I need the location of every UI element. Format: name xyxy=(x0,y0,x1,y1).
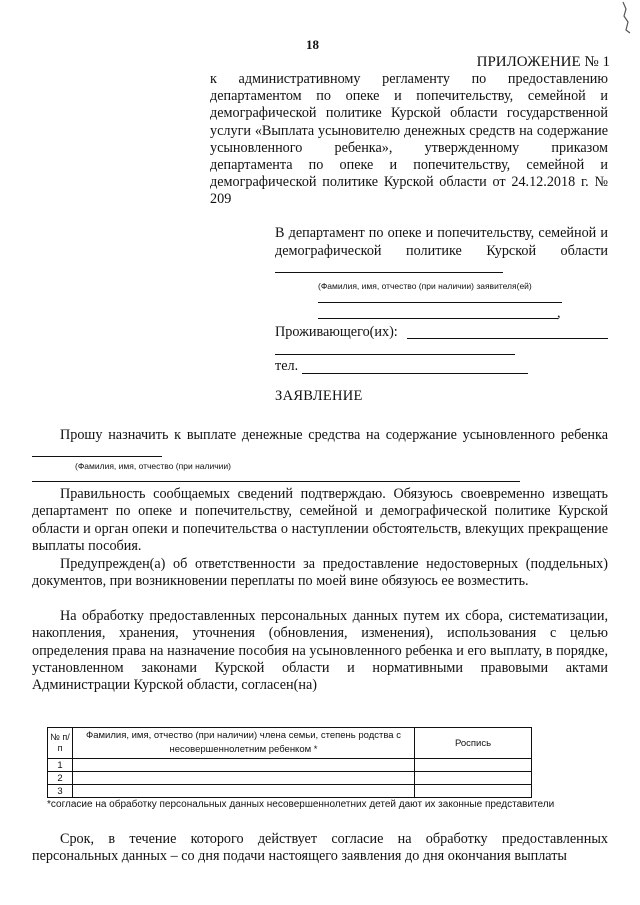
phone-input-line[interactable] xyxy=(302,373,528,374)
header-fio: Фамилия, имя, отчество (при наличии) члена семьи, степень родства с несовершеннолетним ребенком * xyxy=(73,728,415,759)
header-signature: Роспись xyxy=(415,728,532,759)
table-row xyxy=(48,772,532,785)
paragraph-consent: На обработку предоставленных персональных данных путем их сбора, систематизации, накопления, хранения, уточнения (обновления, изменения), использования с целью определения права на назначение пособия на усыновленного ребенка и его выплату, в порядке, установленном законами Курской области и нормативными правовыми актами Администрации Курской области, согласен(на) xyxy=(32,608,608,694)
table-header-row xyxy=(48,728,532,759)
applicant-name-line-3[interactable] xyxy=(318,318,558,319)
residing-address-line-2[interactable] xyxy=(275,354,515,355)
appendix-text: к административному регламенту по предоставлению департаментом по опеке и попечительству, семейной и демографической политике Курской области государственной услуги «Выплата усыновителю денежных средств на содержание усыновленного ребенка», утвержденному приказом департамента по опеке и попечительству, семейной и демографической политике Курской области от 24.12.2018 г. № 209 xyxy=(210,71,608,208)
document-heading: ЗАЯВЛЕНИЕ xyxy=(275,388,363,404)
row-signature-cell[interactable] xyxy=(415,785,532,798)
row-name-cell[interactable] xyxy=(73,759,415,772)
row-signature-cell[interactable] xyxy=(415,759,532,772)
family-members-table xyxy=(47,727,532,798)
phone-label: тел. xyxy=(275,358,299,374)
paragraph-term: Срок, в течение которого действует согласие на обработку предоставленных персональных данных – со дня подачи настоящего заявления до дня окончания выплаты xyxy=(32,831,608,865)
applicant-name-line-2[interactable] xyxy=(318,302,562,303)
row-name-cell[interactable] xyxy=(73,785,415,798)
applicant-name-line[interactable] xyxy=(275,260,503,273)
residing-address-line[interactable] xyxy=(407,338,608,339)
table-row xyxy=(48,785,532,798)
footnote: *согласие на обработку персональных данных несовершеннолетних детей дают их законные представители xyxy=(47,799,555,810)
row-num: 2 xyxy=(48,772,73,785)
paragraph-warned: Предупрежден(а) об ответственности за предоставление недостоверных (поддельных) документов, при возникновении переплаты по моей вине обязуюсь ее возместить. xyxy=(32,556,608,590)
addressee-text xyxy=(275,225,608,279)
table-row xyxy=(48,759,532,772)
row-name-cell[interactable] xyxy=(73,772,415,785)
page-number: 18 xyxy=(306,37,319,52)
addressee-label: В департамент по опеке и попечительству, семейной и демографической политике Курской области xyxy=(275,225,608,259)
child-fio-hint: (Фамилия, имя, отчество (при наличии) xyxy=(75,461,231,471)
request-text xyxy=(32,427,608,463)
row-num: 3 xyxy=(48,785,73,798)
child-name-line[interactable] xyxy=(32,444,162,457)
child-name-line-2[interactable] xyxy=(32,481,520,482)
row-num: 1 xyxy=(48,759,73,772)
request-label: Прошу назначить к выплате денежные средства на содержание усыновленного ребенка xyxy=(60,427,608,443)
comma-mark: , xyxy=(557,305,561,321)
margin-pen-mark xyxy=(620,0,636,34)
applicant-fio-hint: (Фамилия, имя, отчество (при наличии) заявителя(ей) xyxy=(318,281,532,291)
header-num: № п/п xyxy=(48,728,73,759)
row-signature-cell[interactable] xyxy=(415,772,532,785)
paragraph-confirm: Правильность сообщаемых сведений подтверждаю. Обязуюсь своевременно извещать департамент по опеке и попечительству, семейной и демографической политике Курской области и орган опеки и попечительства о наступлении обстоятельств, влекущих прекращение выплаты пособия. xyxy=(32,486,608,554)
residing-label: Проживающего(их): xyxy=(275,324,398,340)
appendix-title: ПРИЛОЖЕНИЕ № 1 xyxy=(476,54,610,70)
